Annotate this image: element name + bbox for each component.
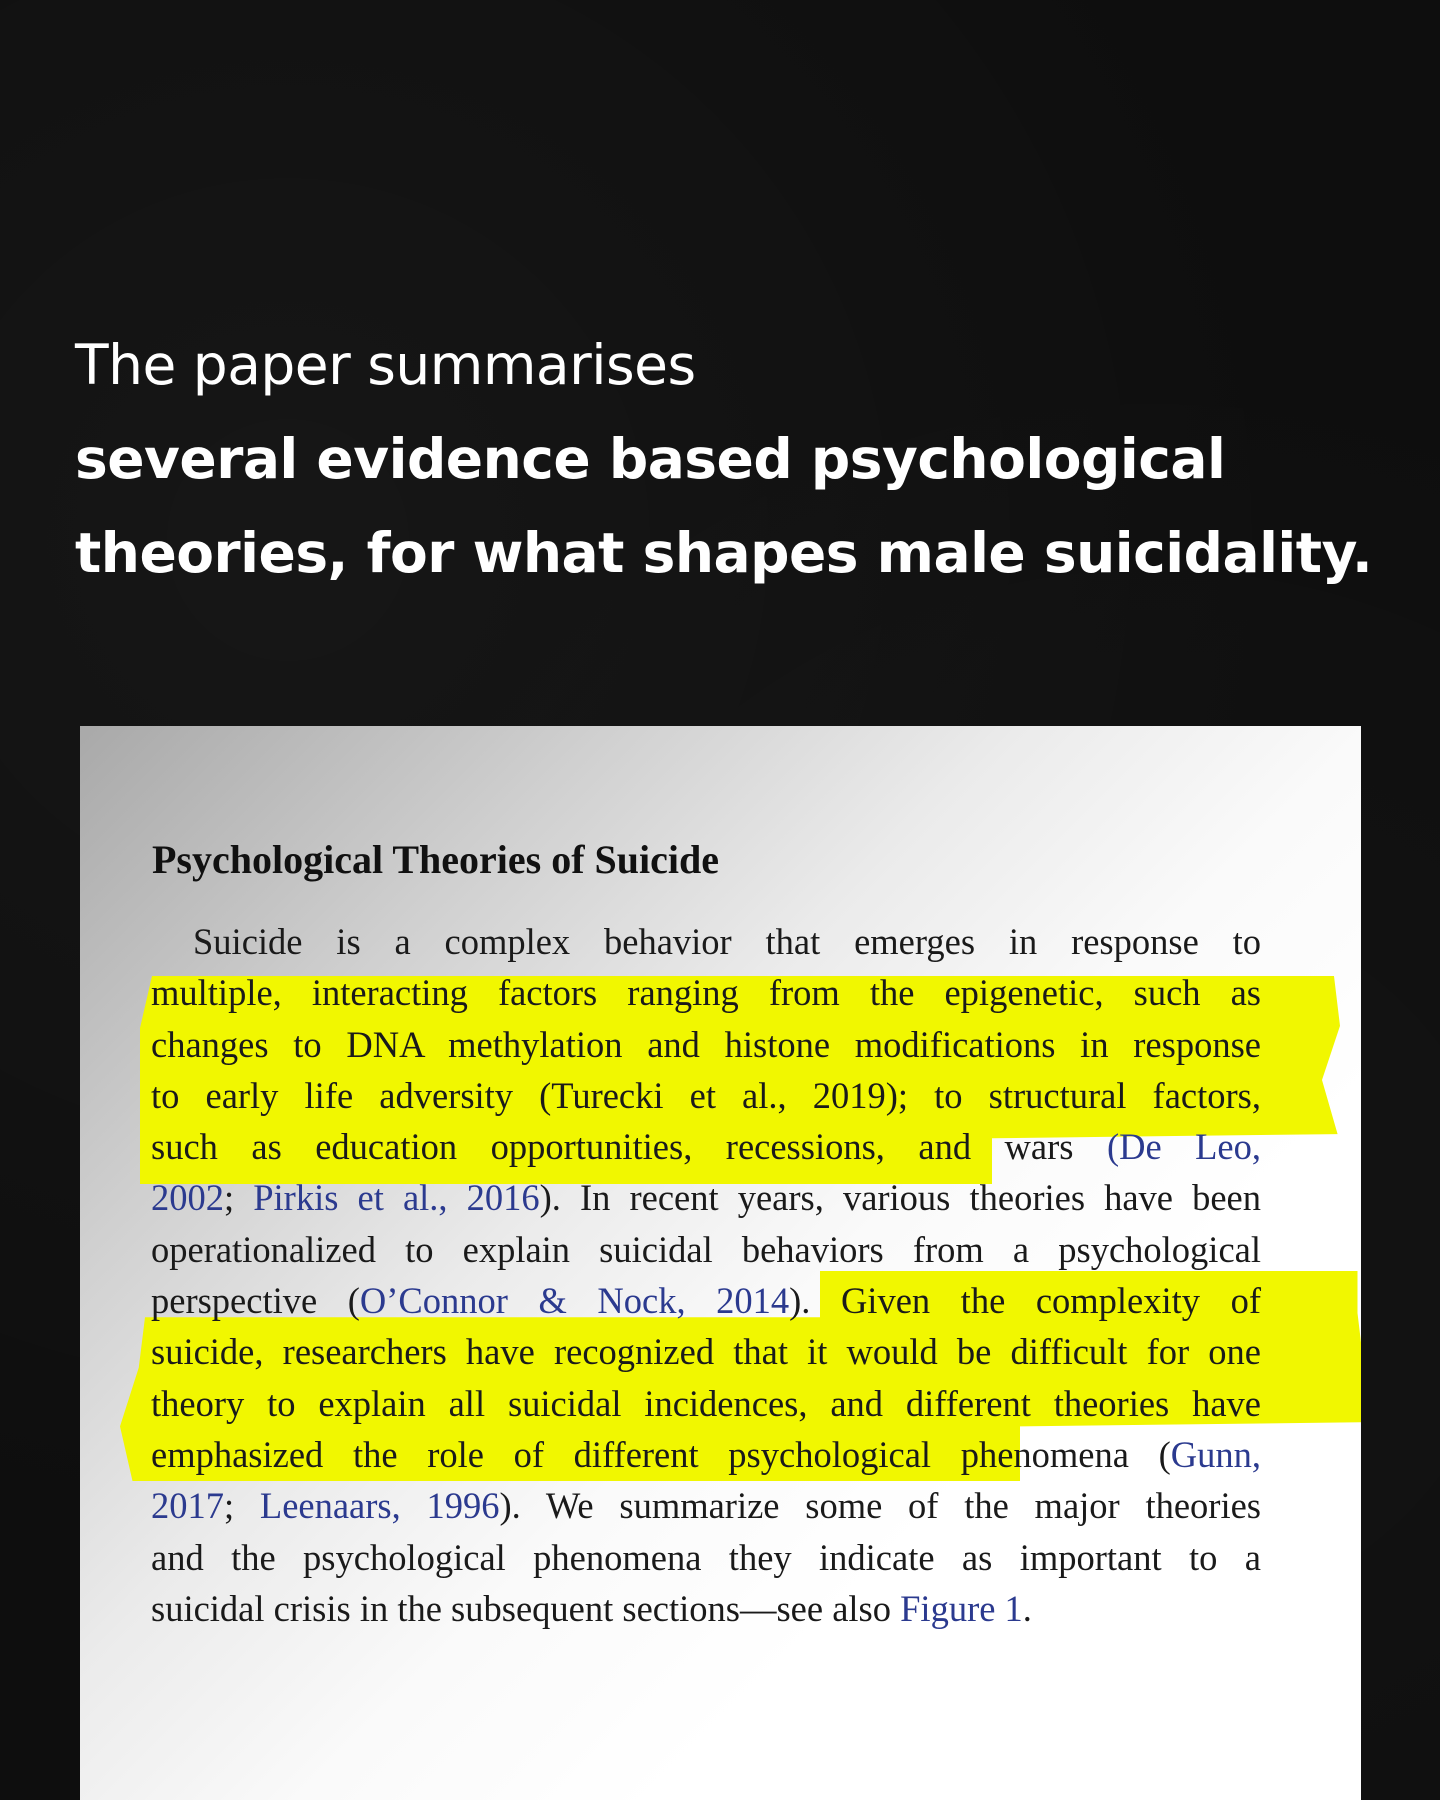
headline-line-2: several evidence based psychological — [75, 427, 1226, 491]
body-text: ). — [789, 1280, 841, 1322]
paragraph-line — [151, 1378, 1261, 1429]
paragraph-line — [151, 1583, 1261, 1634]
body-text: ). In recent years, various theories have been — [539, 1177, 1261, 1219]
headline-line-1: The paper summarises — [75, 333, 696, 397]
paragraph-line — [151, 1019, 1261, 1070]
highlighted-text: suicide, researchers have recognized that it would be difficult for one — [151, 1331, 1261, 1373]
section-title: Psychological Theories of Suicide — [152, 837, 720, 882]
paragraph-line — [151, 1480, 1261, 1531]
paragraph-line — [151, 1172, 1261, 1223]
body-text: ; — [224, 1177, 254, 1219]
highlighted-text: multiple, interacting factors ranging from the epigenetic, such as — [151, 972, 1261, 1014]
paragraph-line — [151, 967, 1261, 1018]
paper-excerpt — [80, 726, 1361, 1800]
body-text: perspective ( — [151, 1280, 360, 1322]
paragraph-line — [151, 1326, 1261, 1377]
paragraph-line — [151, 1070, 1261, 1121]
citation: O’Connor & Nock, 2014 — [359, 1280, 790, 1322]
highlighted-text: changes to DNA methylation and histone modifications in response — [151, 1023, 1261, 1065]
citation: Leenaars, 1996 — [259, 1485, 500, 1527]
citation: (De Leo, — [1073, 1126, 1261, 1168]
body-text: ; — [224, 1485, 260, 1527]
body-text: . — [1022, 1587, 1032, 1629]
paragraph-line — [151, 1275, 1261, 1326]
body-text: ( — [1128, 1433, 1171, 1475]
highlighted-text: theory to explain all suicidal incidences, and different theories have — [151, 1382, 1261, 1424]
paragraph-line — [151, 1429, 1261, 1480]
body-text: operationalized to explain suicidal behaviors from a psychological — [151, 1228, 1261, 1270]
paragraph — [151, 916, 1261, 1634]
body-text: and the psychological phenomena they indicate as important to a — [151, 1536, 1261, 1578]
body-text: suicidal crisis in the subsequent sections—see also — [151, 1587, 901, 1629]
highlighted-text: Given the complexity of — [840, 1280, 1261, 1322]
citation: 2017 — [151, 1485, 224, 1527]
citation: Gunn, — [1170, 1433, 1262, 1475]
citation: 2002 — [151, 1177, 224, 1219]
paragraph-line — [151, 916, 1261, 967]
highlighted-text: such as education opportunities, recessions, and wars — [151, 1126, 1074, 1168]
paragraph-line — [151, 1121, 1261, 1172]
citation: Figure 1 — [900, 1587, 1023, 1629]
body-text: Suicide is a complex behavior that emerges in response to — [193, 921, 1261, 962]
paragraph-line — [151, 1532, 1261, 1583]
paragraph-line — [151, 1224, 1261, 1275]
highlighted-text: emphasized the role of different psychological phenomena — [151, 1433, 1129, 1475]
body-text: ). We summarize some of the major theories — [499, 1485, 1261, 1527]
citation: Pirkis et al., 2016 — [253, 1177, 540, 1219]
headline — [75, 318, 1375, 600]
headline-line-3: theories, for what shapes male suicidality. — [75, 521, 1373, 585]
highlighted-text: to early life adversity (Turecki et al., 2019); to structural factors, — [151, 1074, 1261, 1116]
